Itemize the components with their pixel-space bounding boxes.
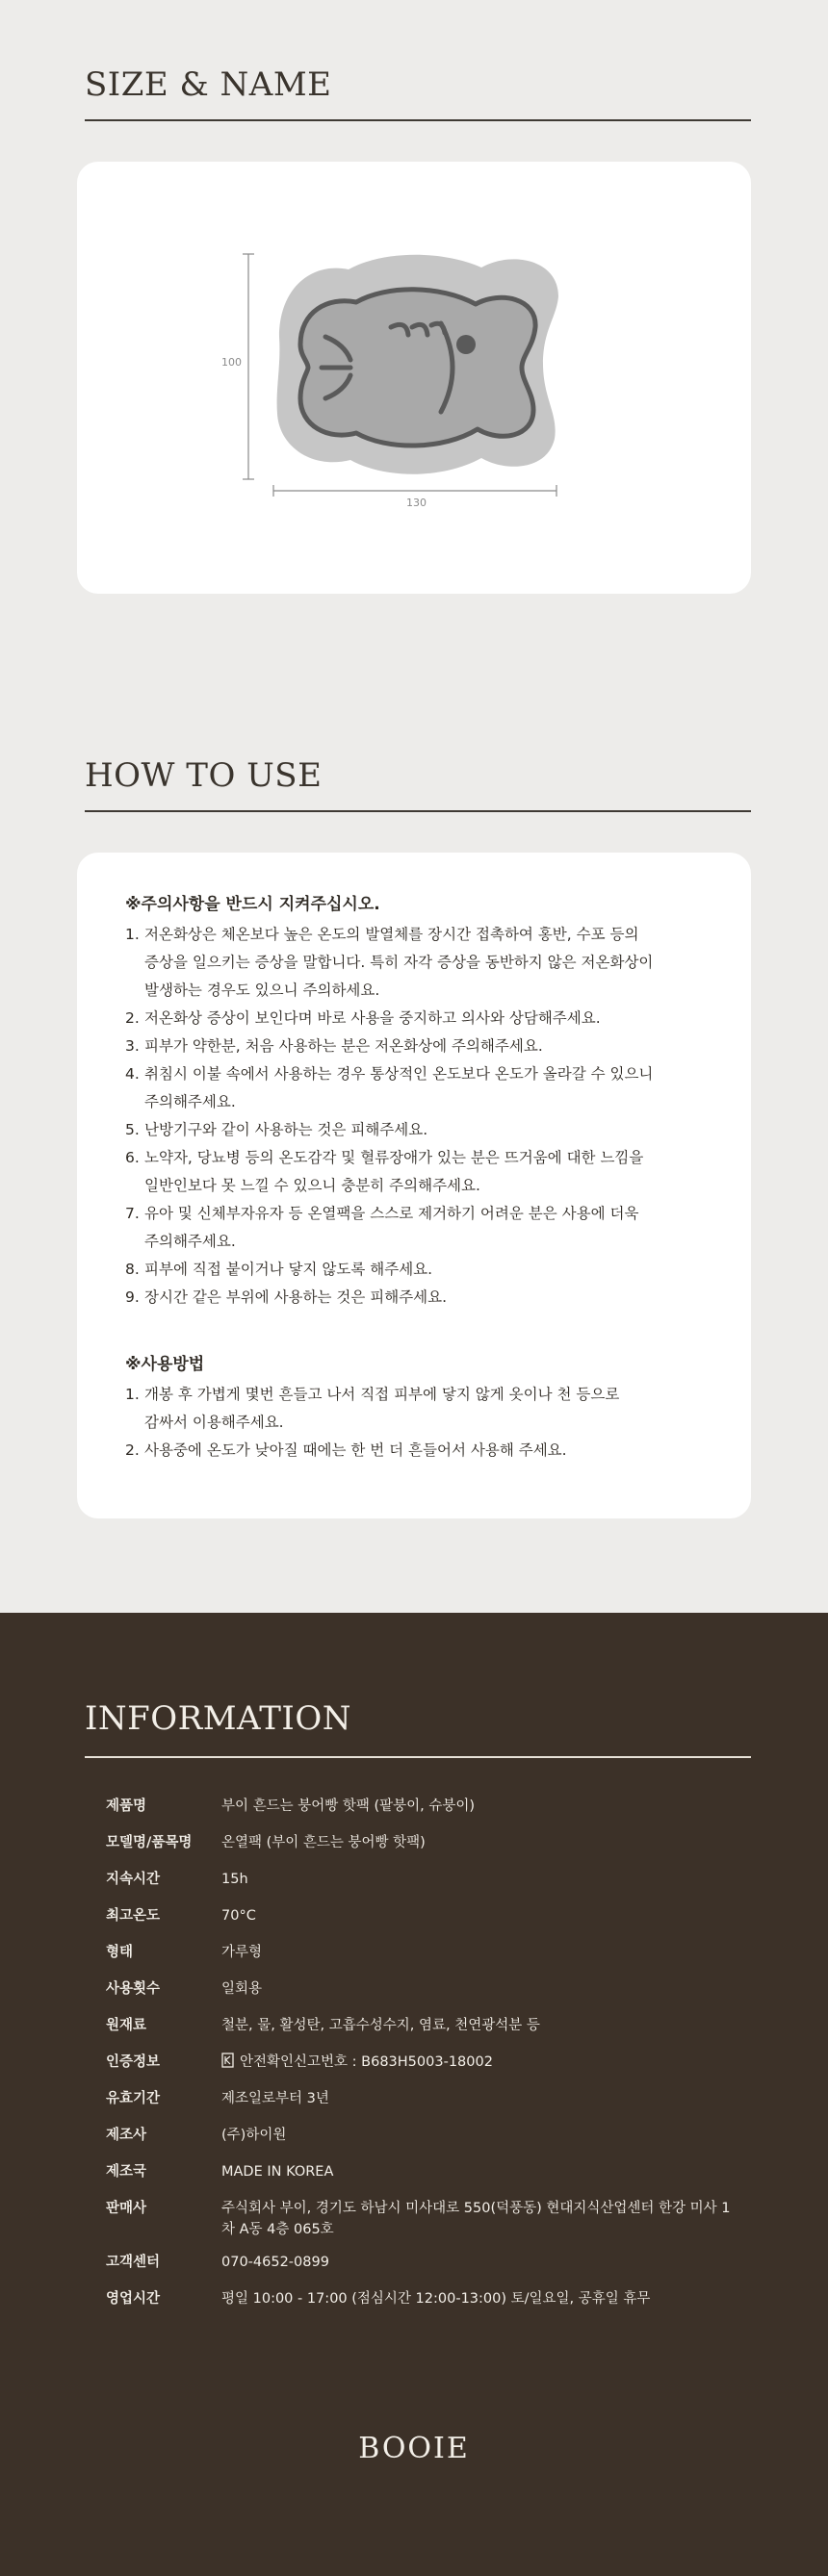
list-item [125,1033,722,1060]
item-text-line: 노약자, 당뇨병 등의 온도감각 및 혈류장애가 있는 분은 뜨거움에 대한 느낌을 [144,1149,644,1166]
item-text-line: 감싸서 이용해주세요. [144,1414,284,1431]
info-table [106,1796,732,2342]
info-section-title: INFORMATION [85,1699,351,1738]
info-label: 모델명/품목명 [106,1835,193,1850]
item-text-line: 주의해주세요. [144,1233,236,1250]
usage-block [125,1351,722,1465]
caution-heading: ※주의사항을 반드시 지켜주십시오. [125,895,380,914]
fish-size-diagram [77,162,751,594]
item-number: 9. [125,1288,140,1306]
list-item [125,1200,722,1256]
info-value: 70°C [221,1908,256,1924]
item-number: 4. [125,1065,140,1083]
how-to-use-card [77,853,751,1518]
usage-heading: ※사용방법 [125,1355,205,1374]
info-row [106,1832,732,1869]
item-number: 2. [125,1441,140,1459]
info-value: 평일 10:00 - 17:00 (점심시간 12:00-13:00) 토/일요일, 공휴일 휴무 [221,2291,651,2307]
info-value: 온열팩 (부이 흔드는 붕어빵 핫팩) [221,1835,426,1850]
list-item [125,921,722,1005]
info-value: (주)하이원 [221,2128,287,2143]
item-text-line: 유아 및 신체부자유자 등 온열팩을 스스로 제거하기 어려운 분은 사용에 더욱 [144,1205,639,1222]
info-value [221,2052,732,2073]
info-value: 일회용 [221,1981,263,1997]
item-number: 7. [125,1205,140,1222]
item-number: 5. [125,1121,140,1138]
item-number: 1. [125,926,140,943]
info-label: 유효기간 [106,2091,161,2106]
info-row [106,1869,732,1905]
list-item [125,1437,722,1465]
info-label: 사용횟수 [106,1981,161,1997]
cert-text: 안전확인신고번호 : B683H5003-18002 [240,2054,493,2070]
usage-list [125,1381,722,1465]
kc-cert-icon [221,2053,234,2068]
info-value: 가루형 [221,1945,263,1960]
info-label: 최고온도 [106,1908,161,1924]
size-card [77,162,751,594]
info-label: 제조국 [106,2164,147,2180]
item-text-line: 개봉 후 가볍게 몇번 흔들고 나서 직접 피부에 닿지 않게 옷이나 천 등으로 [144,1386,620,1403]
item-text-line: 발생하는 경우도 있으니 주의하세요. [144,982,380,999]
info-label: 형태 [106,1945,134,1960]
info-label: 원재료 [106,2018,147,2033]
item-text-line: 난방기구와 같이 사용하는 것은 피해주세요. [144,1121,428,1138]
list-item [125,1256,722,1284]
info-value: 제조일로부터 3년 [221,2091,329,2106]
info-row [106,2198,732,2252]
item-text-line: 피부에 직접 붙이거나 닿지 않도록 해주세요. [144,1261,433,1278]
info-label: 제조사 [106,2128,147,2143]
item-text-line: 저온화상 증상이 보인다며 바로 사용을 중지하고 의사와 상담해주세요. [144,1009,601,1027]
info-row [106,1942,732,1978]
info-row [106,1796,732,1832]
item-text-line: 사용중에 온도가 낮아질 때에는 한 번 더 흔들어서 사용해 주세요. [144,1441,567,1459]
list-item [125,1144,722,1200]
info-row [106,2088,732,2125]
info-label: 지속시간 [106,1872,161,1887]
fish-hotpack-icon [277,255,558,474]
item-text-line: 저온화상은 체온보다 높은 온도의 발열체를 장시간 접촉하여 홍반, 수포 등의 [144,926,639,943]
info-value: 15h [221,1872,248,1887]
caution-list [125,921,722,1312]
info-section-divider [85,1756,751,1758]
height-label: 100 [221,356,242,369]
item-text-line: 장시간 같은 부위에 사용하는 것은 피해주세요. [144,1288,448,1306]
list-item [125,1284,722,1312]
info-row [106,2161,732,2198]
item-text-line: 주의해주세요. [144,1093,236,1110]
how-section-divider [85,810,751,812]
info-row [106,2288,732,2342]
item-text-line: 일반인보다 못 느낄 수 있으니 충분히 주의해주세요. [144,1177,480,1194]
info-label: 영업시간 [106,2291,161,2307]
brand-logo: BOOIE [358,2432,470,2465]
item-number: 6. [125,1149,140,1166]
info-value: 070-4652-0899 [221,2255,329,2270]
info-label: 인증정보 [106,2054,161,2070]
item-number: 8. [125,1261,140,1278]
info-row [106,2125,732,2161]
info-value: 주식회사 부이, 경기도 하남시 미사대로 550(덕풍동) 현대지식산업센터 한강 미사 1차 A동 4층 065호 [221,2201,731,2237]
size-section-divider [85,119,751,121]
size-section-title: SIZE & NAME [85,65,332,104]
list-item [125,1060,722,1116]
item-text-line: 취침시 이불 속에서 사용하는 경우 통상적인 온도보다 온도가 올라갈 수 있으니 [144,1065,654,1083]
list-item [125,1116,722,1144]
item-number: 3. [125,1037,140,1055]
information-section [0,1613,828,2576]
item-number: 2. [125,1009,140,1027]
item-number: 1. [125,1386,140,1403]
how-section-title: HOW TO USE [85,756,323,795]
item-text-line: 피부가 약한분, 처음 사용하는 분은 저온화상에 주의해주세요. [144,1037,543,1055]
info-value: 부이 흔드는 붕어빵 핫팩 (팥붕이, 슈붕이) [221,1798,476,1814]
caution-block [125,891,722,1312]
width-label: 130 [406,497,427,509]
info-row [106,1905,732,1942]
info-row [106,2252,732,2288]
info-label: 고객센터 [106,2255,161,2270]
list-item [125,1381,722,1437]
item-text-line: 증상을 일으키는 증상을 말합니다. 특히 자각 증상을 동반하지 않은 저온화상이 [144,954,654,971]
info-row [106,1978,732,2015]
info-row [106,2052,732,2088]
info-label: 판매사 [106,2201,147,2216]
info-value: 철분, 물, 활성탄, 고흡수성수지, 염료, 천연광석분 등 [221,2018,540,2033]
info-row [106,2015,732,2052]
list-item [125,1005,722,1033]
info-value: MADE IN KOREA [221,2164,334,2180]
info-label: 제품명 [106,1798,147,1814]
